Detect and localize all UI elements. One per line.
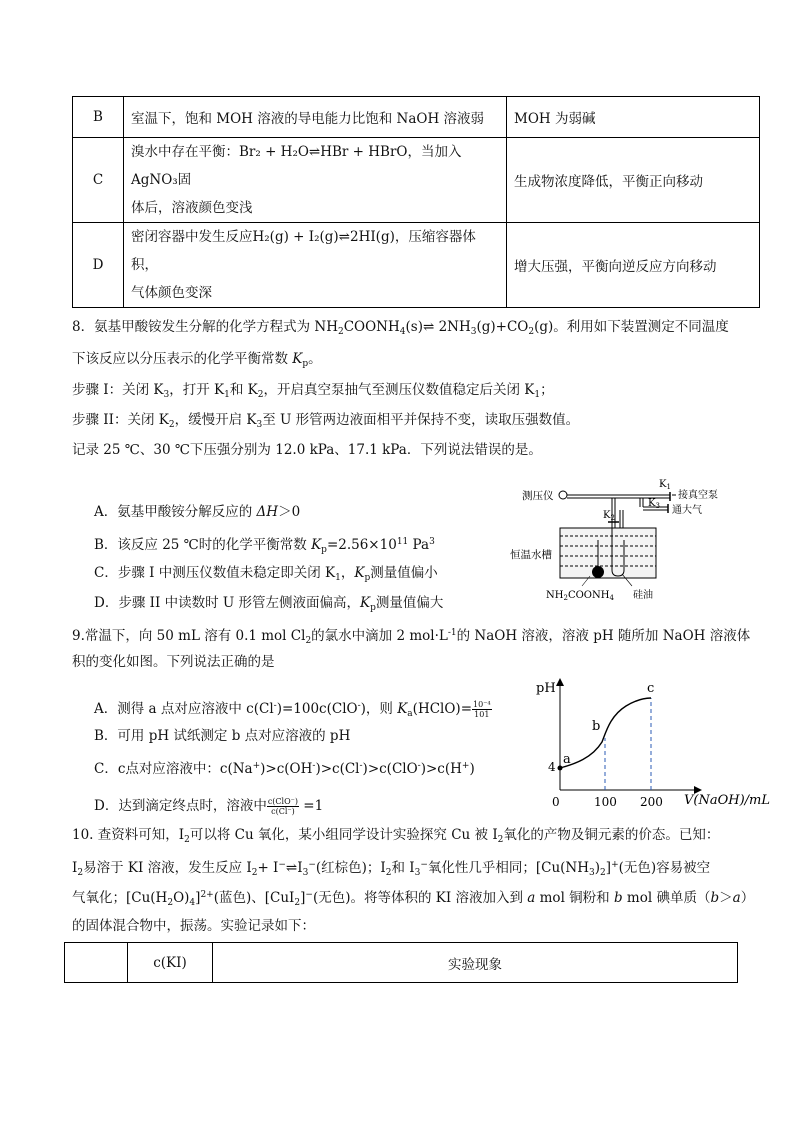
- row-conclusion: 生成物浓度降低，平衡正向移动: [507, 138, 760, 223]
- bath-label: 恒温水槽: [510, 549, 552, 561]
- q8-step1: 步骤 I：关闭 $K_3$，打开 $K_1$和 $K_2$，开启真空泵抽气至测压仪数值稳定后关闭 $K_1$；: [72, 382, 554, 400]
- row-desc: [124, 138, 507, 223]
- header-cell-ckl: c(KI): [128, 943, 213, 983]
- q9-option-b: B．可用 pH 试纸测定 b 点对应溶液的 pH: [94, 728, 351, 744]
- x-tick-100: 100: [594, 795, 617, 809]
- origin-label: 0: [552, 795, 560, 809]
- row-desc-line: 体后，溶液颜色变浅: [131, 200, 253, 216]
- row-label: B: [73, 97, 124, 138]
- q8-step2: 步骤 II：关闭 $K_2$，缓慢开启 $K_3$至 U 形管两边液面相平并保持不变，读取压强数值。: [72, 412, 580, 430]
- table-row: [73, 97, 760, 138]
- q8-line: 下该反应以分压表示的化学平衡常数 $K_p$。: [72, 351, 322, 369]
- gauge-label: 测压仪: [522, 490, 554, 502]
- experiment-table: [64, 942, 738, 983]
- k1-label: $K_1$: [659, 479, 671, 491]
- x-tick-200: 200: [640, 795, 663, 809]
- oil-label: 硅油: [633, 590, 653, 601]
- q9-option-d: D．达到滴定终点时，溶液中 $\frac{\text{c(ClO⁻)}}{c(Cl^-)}$ =1: [94, 797, 324, 816]
- row-desc: 室温下，饱和 MOH 溶液的导电能力比饱和 NaOH 溶液弱: [124, 97, 507, 138]
- q8-option-b: B．该反应 25 ℃时的化学平衡常数 $K_p=2.56\times 10^{11}$ Pa$^3$: [94, 537, 435, 555]
- q10-line: 的固体混合物中，振荡。实验记录如下：: [72, 918, 315, 934]
- point-b-label: b: [592, 719, 601, 734]
- q10-line: $I_2$易溶于 KI 溶液，发生反应 $I_2+$ $I^-\rightleftharpoons I_3^-$(红棕色)；$I_2$和 $I_3^-$氧化性几乎相同；$[Cu(NH_3)_2]^+$(无色)容易被空: [72, 860, 711, 878]
- vacuum-label: 接真空泵: [678, 490, 718, 501]
- q8-option-a: A．氨基甲酸铵分解反应的 ΔH＞0: [94, 504, 301, 520]
- sample-label: $NH_2COONH_4$: [546, 590, 614, 602]
- apparatus-diagram: [500, 470, 760, 610]
- q8-option-c: C．步骤 I 中测压仪数值未稳定即关闭 $K_1$，$K_p$测量值偏小: [94, 565, 438, 583]
- q10-line: 气氧化；$[Cu(H_2O)_4]^{2+}$(蓝色)、[CuI$_2$]−(无色)。将等体积的 KI 溶液加入到 a mol 铜粉和 b mol 碘单质（b＞a）: [72, 890, 755, 908]
- q8-option-d: D．步骤 II 中读数时 U 形管左侧液面偏高，$K_p$测量值偏大: [94, 595, 444, 613]
- header-cell-observation: 实验现象: [213, 943, 738, 983]
- q10-line: 10. 查资料可知，$I_2$可以将 Cu 氧化，某小组同学设计实验探究 Cu 被 $I_2$氧化的产物及铜元素的价态。已知：: [72, 827, 720, 845]
- q9-line: 9.常温下，向 50 mL 溶有 0.1 mol $Cl_2$的氯水中滴加 2 $mol\cdot L^{-1}$的 NaOH 溶液，溶液 pH 随所加 NaOH 溶液体: [72, 628, 751, 646]
- ph-curve: [560, 698, 651, 768]
- row-conclusion: MOH 为弱碱: [507, 97, 760, 138]
- x-axis-label: V(NaOH)/mL: [684, 793, 770, 808]
- table-row: [73, 223, 760, 308]
- point-a: [558, 766, 563, 771]
- gauge-icon: [559, 491, 567, 499]
- q9-line: 积的变化如图。下列说法正确的是: [72, 654, 275, 670]
- k2-label: $K_2$: [603, 510, 615, 522]
- q9-option-c: C．c点对应溶液中：c(Na+)>c(OH-)>c(Cl-)>c(ClO-)>c(H+): [94, 761, 475, 777]
- row-desc-line: 溴水中存在平衡：Br₂ + H₂O⇌HBr + HBrO，当加入AgNO₃固: [131, 144, 462, 188]
- row-label: C: [73, 138, 124, 223]
- point-c-label: c: [647, 681, 655, 696]
- row-desc-line: 密闭容器中发生反应H₂(g) + I₂(g)⇌2HI(g)，压缩容器体积，: [131, 229, 476, 273]
- k3-label: $K_3$: [648, 498, 660, 510]
- q9-option-a: A．测得 a 点对应溶液中 c(Cl-)=100c(ClO-)，则 $K_a(HClO)=$ $\frac{\text{10⁻⁴}}{101}$: [94, 700, 491, 719]
- point-a-label: a: [563, 752, 571, 767]
- table-header-row: [65, 943, 738, 983]
- q8-record: 记录 25 ℃、30 ℃下压强分别为 12.0 kPa、17.1 kPa．下列说法错误的是。: [72, 442, 542, 458]
- air-label: 通大气: [672, 505, 702, 516]
- ph-titration-graph: [530, 676, 770, 812]
- y-tick-4: 4: [548, 760, 556, 774]
- sample-flask: [592, 566, 604, 578]
- table-row: [73, 138, 760, 223]
- row-conclusion: 增大压强，平衡向逆反应方向移动: [507, 223, 760, 308]
- y-axis-label: pH: [536, 681, 556, 696]
- header-cell-empty: [65, 943, 128, 983]
- conclusion-table: [72, 96, 760, 308]
- row-label: D: [73, 223, 124, 308]
- q8-line: 8．氨基甲酸铵发生分解的化学方程式为 $NH_2COONH_4(s)\rightleftharpoons$ $2NH_3(g)+CO_2(g)$。利用如下装置测定不同温度: [72, 319, 729, 337]
- row-desc: [124, 223, 507, 308]
- row-desc-line: 气体颜色变深: [131, 285, 212, 301]
